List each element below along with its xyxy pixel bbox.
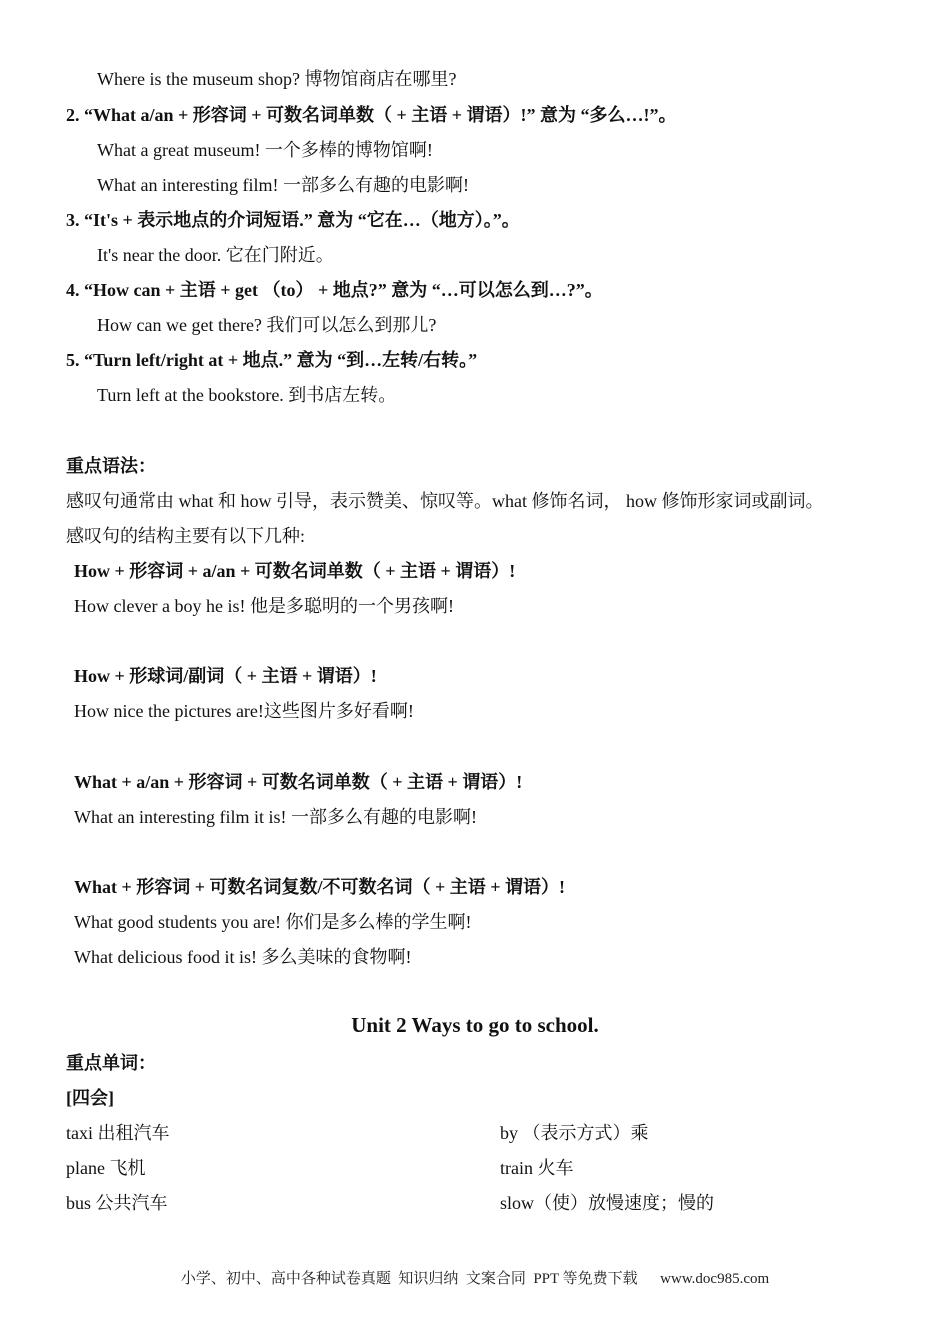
example-sentence: It's near the door. 它在门附近。 [97, 245, 334, 265]
vocab-heading: 重点单词： [66, 1053, 156, 1073]
grammar-pattern: How + 形容词 + a/an + 可数名词单数（ + 主语 + 谓语）! [74, 561, 516, 581]
vocab-item: plane 飞机 [66, 1158, 146, 1178]
vocab-item: by （表示方式）乘 [500, 1123, 649, 1143]
pattern-heading-2: 2. “What a/an + 形容词 + 可数名词单数（ + 主语 + 谓语）!” 意为 “多么…!”。 [66, 105, 677, 125]
example-sentence: Where is the museum shop? 博物馆商店在哪里? [97, 69, 457, 89]
example-sentence: What good students you are! 你们是多么棒的学生啊! [74, 912, 472, 932]
grammar-pattern: What + a/an + 形容词 + 可数名词单数（ + 主语 + 谓语）! [74, 772, 523, 792]
example-sentence: What an interesting film it is! 一部多么有趣的电影啊! [74, 807, 477, 827]
grammar-pattern: How + 形球词/副词（ + 主语 + 谓语）! [74, 666, 377, 686]
example-sentence: How can we get there? 我们可以怎么到那儿? [97, 315, 437, 335]
pattern-heading-4: 4. “How can + 主语 + get （to） + 地点?” 意为 “…可以怎么到…?”。 [66, 280, 603, 300]
example-sentence: Turn left at the bookstore. 到书店左转。 [97, 385, 397, 405]
example-sentence: What an interesting film! 一部多么有趣的电影啊! [97, 175, 469, 195]
example-sentence: How nice the pictures are!这些图片多好看啊! [74, 701, 414, 721]
grammar-heading: 重点语法： [66, 456, 156, 476]
level-label: [四会] [66, 1088, 114, 1108]
example-sentence: What delicious food it is! 多么美味的食物啊! [74, 947, 412, 967]
vocab-item: slow（使）放慢速度；慢的 [500, 1193, 715, 1213]
grammar-intro: 感叹句的结构主要有以下几种: [66, 526, 305, 546]
grammar-pattern: What + 形容词 + 可数名词复数/不可数名词（ + 主语 + 谓语）! [74, 877, 566, 897]
vocab-item: bus 公共汽车 [66, 1193, 168, 1213]
pattern-heading-3: 3. “It's + 表示地点的介词短语.” 意为 “它在…（地方）。”。 [66, 210, 520, 230]
vocab-item: taxi 出租汽车 [66, 1123, 170, 1143]
page-footer: 小学、初中、高中各种试卷真题 知识归纳 文案合同 PPT 等免费下载 www.doc985.com [180, 1271, 770, 1287]
grammar-intro: 感叹句通常由 what 和 how 引导，表示赞美、惊叹等。what 修饰名词， how 修饰形家词或副词。 [66, 491, 824, 511]
example-sentence: How clever a boy he is! 他是多聪明的一个男孩啊! [74, 596, 454, 616]
vocab-item: train 火车 [500, 1158, 574, 1178]
unit-title: Unit 2 Ways to go to school. [351, 1013, 599, 1037]
pattern-heading-5: 5. “Turn left/right at + 地点.” 意为 “到…左转/右转。” [66, 350, 478, 370]
example-sentence: What a great museum! 一个多棒的博物馆啊! [97, 140, 433, 160]
